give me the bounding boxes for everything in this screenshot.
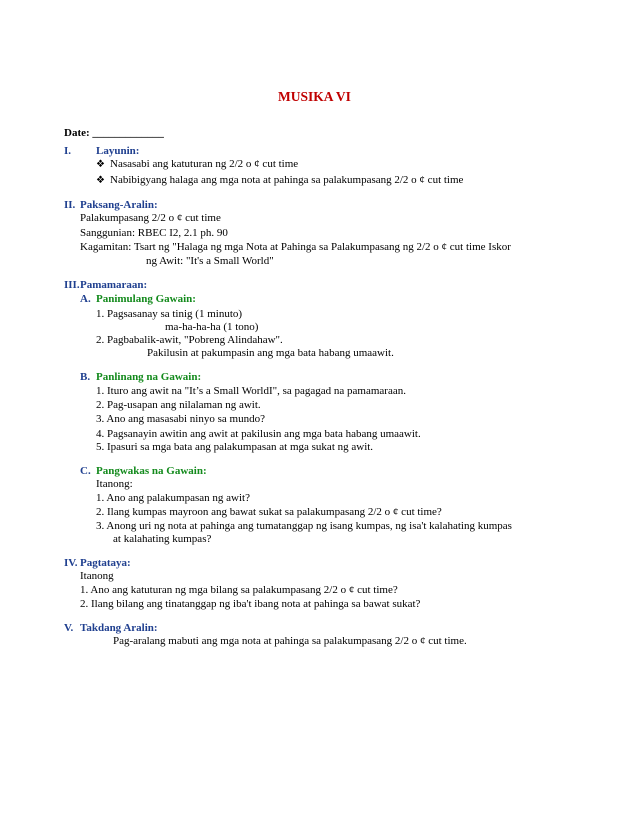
subsection-a-heading: Panimulang Gawain: (96, 293, 196, 305)
c-item-0: Itanong: (96, 478, 133, 490)
subsection-a-label: A. (80, 293, 91, 305)
subsection-c-label: C. (80, 465, 91, 477)
subsection-c-heading: Pangwakas na Gawain: (96, 465, 207, 477)
takdang-line-1: Pag-aralang mabuti ang mga nota at pahinga sa palakumpasang 2/2 o ¢ cut time. (113, 635, 467, 647)
section-i-number: I. (64, 145, 72, 157)
layunin-bullet-1 (96, 158, 298, 171)
paksang-line-1: Palakumpasang 2/2 o ¢ cut time (80, 212, 221, 224)
section-v-heading: Takdang Aralin: (80, 622, 158, 634)
section-ii-number: II. (64, 199, 76, 211)
a-item-1-sub: ma-ha-ha-ha (1 tono) (165, 321, 259, 333)
b-item-4: 4. Pagsanayin awitin ang awit at pakilusin ang mga bata habang umaawit. (96, 428, 421, 440)
pagtataya-line-2: 1. Ano ang katuturan ng mga bilang sa palakumpasang 2/2 o ¢ cut time? (80, 584, 398, 596)
layunin-bullet-2 (96, 174, 463, 187)
paksang-line-4: ng Awit: "It's a Small World" (146, 255, 274, 267)
section-v-number: V. (64, 622, 74, 634)
layunin-bullet-2-text: Nabibigyang halaga ang mga nota at pahinga sa palakumpasang 2/2 o ¢ cut time (110, 174, 464, 186)
pagtataya-line-3: 2. Ilang bilang ang tinatanggap ng iba't ibang nota at pahinga sa bawat sukat? (80, 598, 421, 610)
c-item-3: 3. Anong uri ng nota at pahinga ang tumatanggap ng isang kumpas, ng isa't kalahating kumpas (96, 520, 512, 532)
a-item-1: 1. Pagsasanay sa tinig (1 minuto) (96, 308, 243, 320)
section-iv-heading: Pagtataya: (80, 557, 131, 569)
pagtataya-line-1: Itanong (80, 570, 114, 582)
subsection-b-label: B. (80, 371, 91, 383)
page-title: MUSIKA VI (278, 89, 351, 104)
date-blank: _____________ (92, 127, 164, 139)
c-item-1: 1. Ano ang palakumpasan ng awit? (96, 492, 250, 504)
diamond-bullet-icon: ❖ (96, 159, 105, 170)
b-item-5: 5. Ipasuri sa mga bata ang palakumpasan at mga sukat ng awit. (96, 441, 374, 453)
c-item-2: 2. Ilang kumpas mayroon ang bawat sukat sa palakumpasang 2/2 o ¢ cut time? (96, 506, 442, 518)
section-iii-number: III. (64, 279, 80, 291)
section-i-heading: Layunin: (96, 145, 140, 157)
layunin-bullet-1-text: Nasasabi ang katuturan ng 2/2 o ¢ cut time (110, 158, 299, 170)
paksang-line-3: Kagamitan: Tsart ng "Halaga ng mga Nota at Pahinga sa Palakumpasang ng 2/2 o ¢ cut time Iskor (80, 241, 511, 253)
section-iv-number: IV. (64, 557, 78, 569)
b-item-2: 2. Pag-usapan ang nilalaman ng awit. (96, 399, 261, 411)
paksang-line-2: Sanggunian: RBEC I2, 2.1 ph. 90 (80, 227, 228, 239)
subsection-b-heading: Panlinang na Gawain: (96, 371, 202, 383)
date-label: Date: (64, 127, 93, 139)
c-item-3-cont: at kalahating kumpas? (113, 533, 212, 545)
b-item-3: 3. Ano ang masasabi ninyo sa mundo? (96, 413, 265, 425)
a-item-2: 2. Pagbabalik-awit, "Pobreng Alindahaw". (96, 334, 283, 346)
a-item-2-sub: Pakilusin at pakumpasin ang mga bata habang umaawit. (147, 347, 394, 359)
section-iii-heading: Pamamaraan: (80, 279, 148, 291)
date-line (64, 127, 164, 140)
section-ii-heading: Paksang-Aralin: (80, 199, 158, 211)
b-item-1: 1. Ituro ang awit na "It’s a Small WorldI", sa pagagad na pamamaraan. (96, 385, 406, 397)
diamond-bullet-icon: ❖ (96, 175, 105, 186)
